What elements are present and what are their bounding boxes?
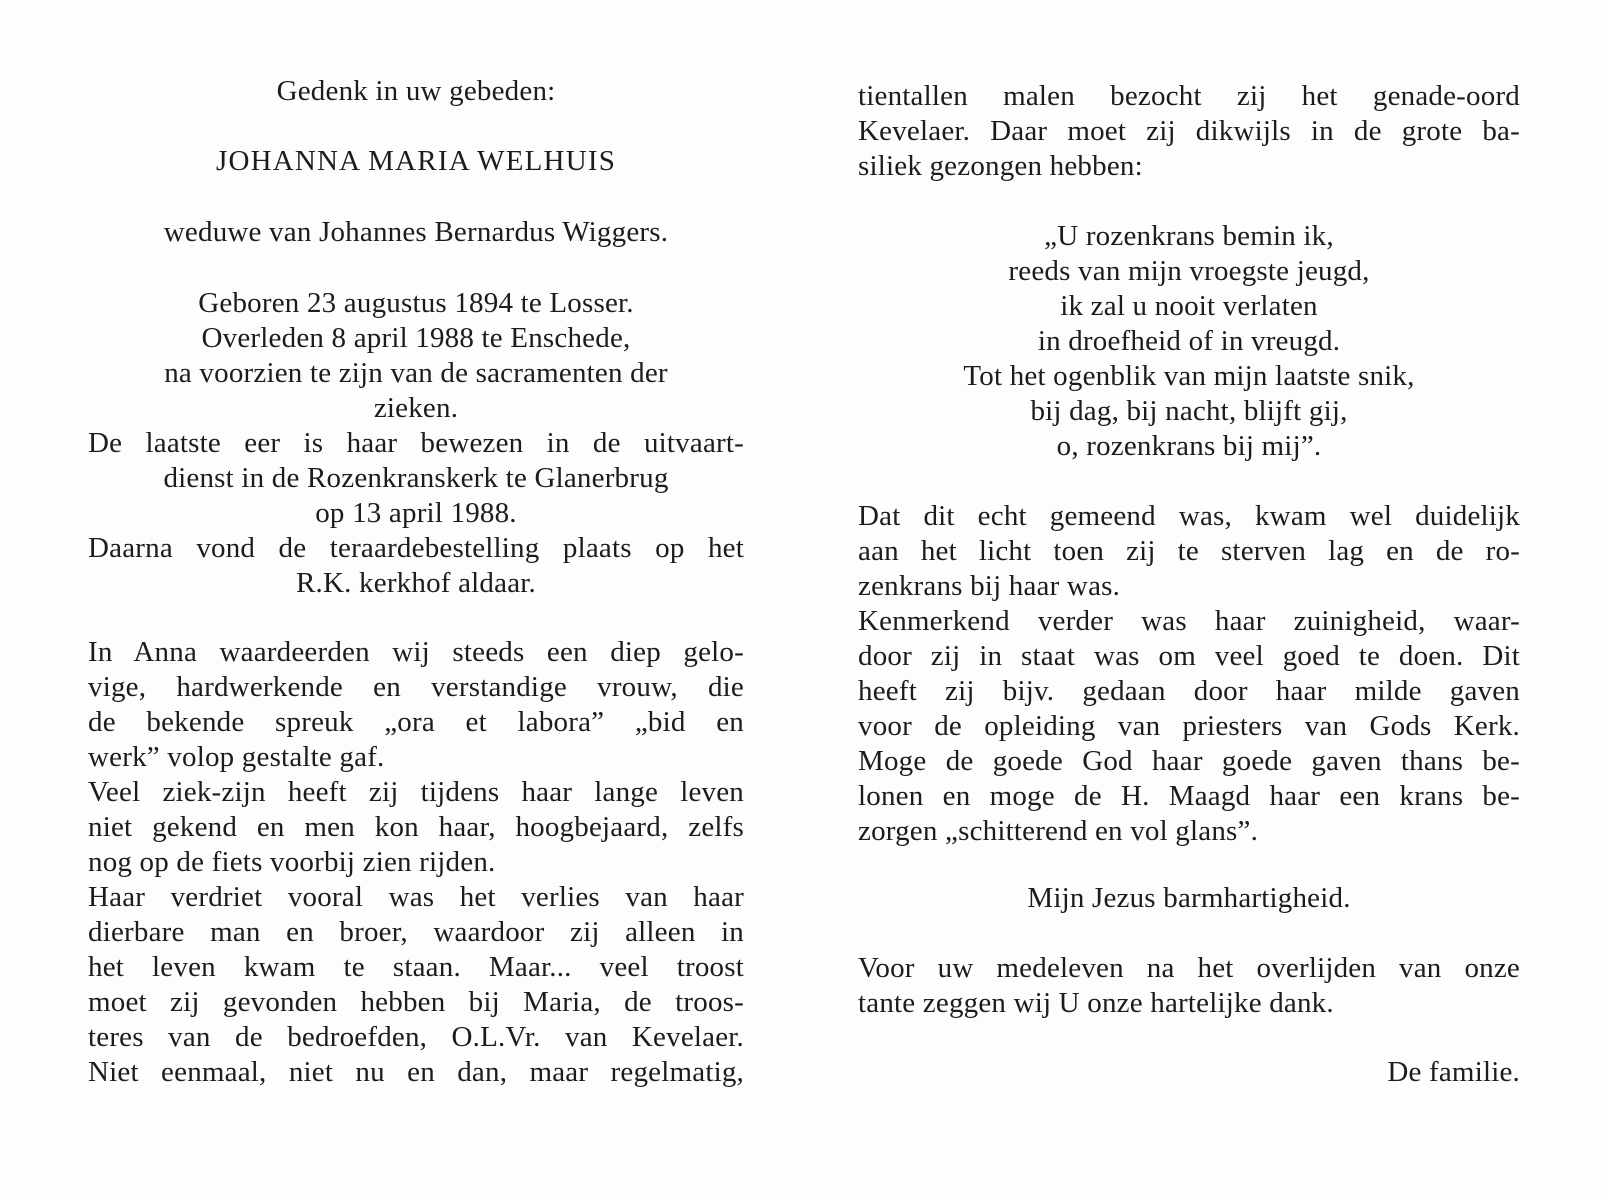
continuation-line: Kevelaer. Daar moet zij dikwijls in de grote ba- [858, 115, 1520, 147]
life-line: De laatste eer is haar bewezen in de uitvaart- [88, 427, 744, 459]
thanks-line: tante zeggen wij U onze hartelijke dank. [858, 987, 1334, 1019]
body-line: voor de opleiding van priesters van Gods Kerk. [858, 710, 1520, 742]
body-line: de bekende spreuk „ora et labora” „bid en [88, 706, 744, 738]
poem-line: „U rozenkrans bemin ik, [1044, 220, 1334, 252]
signature: De familie. [1387, 1056, 1520, 1088]
body-line: moet zij gevonden hebben bij Maria, de troos- [88, 986, 744, 1018]
body-line: Kenmerkend verder was haar zuinigheid, waar- [858, 605, 1520, 637]
body-line: nog op de fiets voorbij zien rijden. [88, 846, 496, 878]
body-line: zenkrans bij haar was. [858, 570, 1121, 602]
body-line: teres van de bedroefden, O.L.Vr. van Kevelaer. [88, 1021, 744, 1053]
intro-line: Gedenk in uw gebeden: [276, 75, 556, 107]
body-line: aan het licht toen zij te sterven lag en de ro- [858, 535, 1520, 567]
body-line: Veel ziek-zijn heeft zij tijdens haar lange leven [88, 776, 744, 808]
birth-line: Geboren 23 augustus 1894 te Losser. [198, 287, 634, 319]
poem-line: Tot het ogenblik van mijn laatste snik, [963, 360, 1415, 392]
body-line: Haar verdriet vooral was het verlies van haar [88, 881, 744, 913]
body-line: werk” volop gestalte gaf. [88, 741, 385, 773]
life-line: op 13 april 1988. [315, 497, 517, 529]
poem-line: in droefheid of in vreugd. [1037, 325, 1341, 357]
life-line: R.K. kerkhof aldaar. [296, 567, 536, 599]
body-line: dierbare man en broer, waardoor zij alleen in [88, 916, 744, 948]
body-line: heeft zij bijv. gedaan door haar milde gaven [858, 675, 1520, 707]
body-line: niet gekend en men kon haar, hoogbejaard, zelfs [88, 811, 744, 843]
continuation-line: siliek gezongen hebben: [858, 150, 1143, 182]
life-line: na voorzien te zijn van de sacramenten der [164, 357, 668, 389]
body-line: het leven kwam te staan. Maar... veel troost [88, 951, 744, 983]
body-line: lonen en moge de H. Maagd haar een krans be- [858, 780, 1520, 812]
body-line: zorgen „schitterend en vol glans”. [858, 815, 1259, 847]
life-line: Daarna vond de teraardebestelling plaats op het [88, 532, 744, 564]
poem-line: bij dag, bij nacht, blijft gij, [1030, 395, 1348, 427]
body-line: Niet eenmaal, niet nu en dan, maar regelmatig, [88, 1056, 744, 1088]
death-line: Overleden 8 april 1988 te Enschede, [201, 322, 631, 354]
poem-line: reeds van mijn vroegste jeugd, [1008, 255, 1370, 287]
body-line: door zij in staat was om veel goed te doen. Dit [858, 640, 1520, 672]
poem-line: o, rozenkrans bij mij”. [1056, 430, 1322, 462]
poem-line: ik zal u nooit verlaten [1060, 290, 1318, 322]
continuation-line: tientallen malen bezocht zij het genade-oord [858, 80, 1520, 112]
prayer-line: Mijn Jezus barmhartigheid. [1027, 882, 1351, 914]
body-line: Dat dit echt gemeend was, kwam wel duidelijk [858, 500, 1520, 532]
thanks-line: Voor uw medeleven na het overlijden van onze [858, 952, 1520, 984]
body-line: Moge de goede God haar goede gaven thans be- [858, 745, 1520, 777]
life-line: dienst in de Rozenkranskerk te Glanerbrug [163, 462, 669, 494]
widow-line: weduwe van Johannes Bernardus Wiggers. [163, 216, 669, 248]
life-line: zieken. [373, 392, 459, 424]
deceased-name: JOHANNA MARIA WELHUIS [215, 145, 617, 177]
body-line: In Anna waardeerden wij steeds een diep gelo- [88, 636, 744, 668]
body-line: vige, hardwerkende en verstandige vrouw, die [88, 671, 744, 703]
